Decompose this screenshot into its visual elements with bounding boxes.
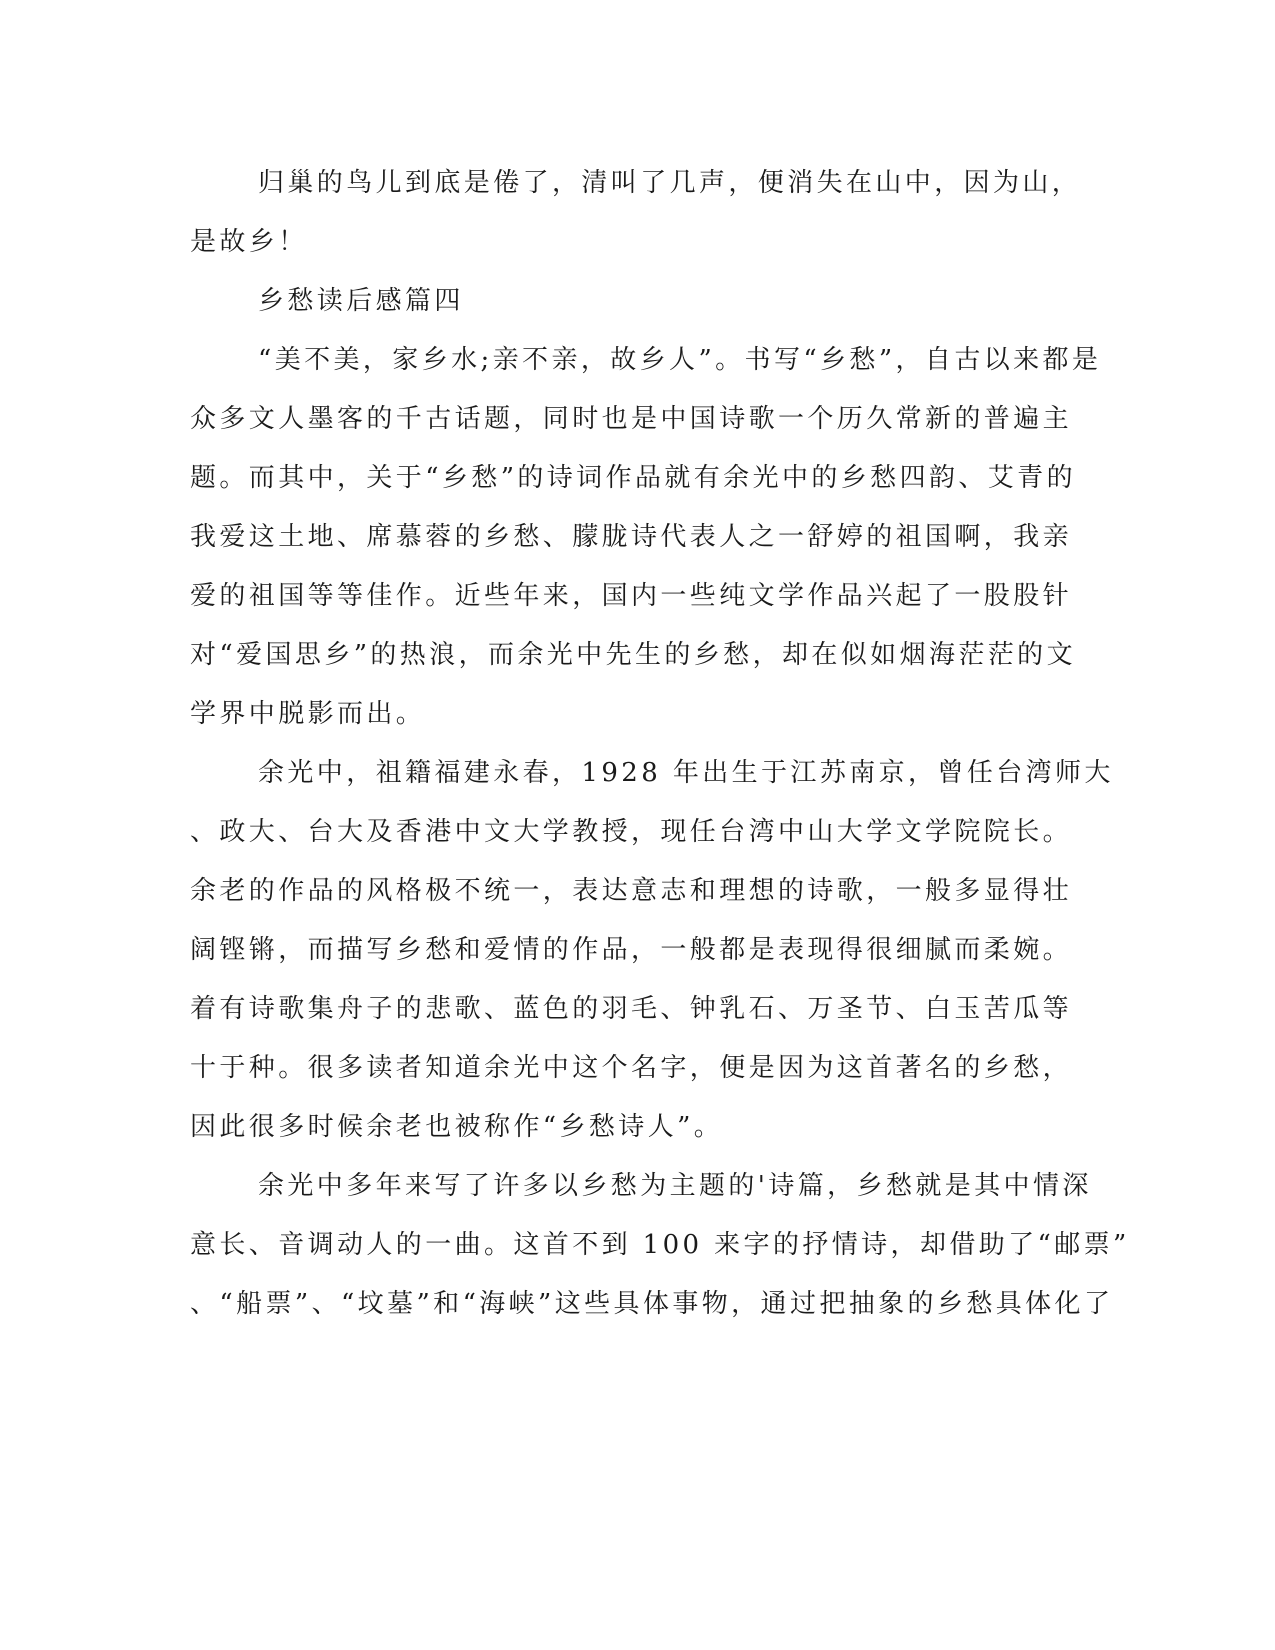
paragraph-3-line-2: 、政大、台大及香港中文大学教授，现任台湾中山大学文学院院长。	[190, 817, 1073, 847]
paragraph-3-line-7: 因此很多时候余老也被称作“乡愁诗人”。	[190, 1112, 724, 1142]
paragraph-3-line-6: 十于种。很多读者知道余光中这个名字，便是因为这首著名的乡愁，	[190, 1053, 1073, 1083]
section-heading: 乡愁读后感篇四	[258, 286, 464, 316]
paragraph-1-line-2: 是故乡！	[190, 227, 308, 257]
paragraph-2-line-7: 学界中脱影而出。	[190, 699, 426, 729]
paragraph-3-line-3: 余老的作品的风格极不统一，表达意志和理想的诗歌，一般多显得壮	[190, 876, 1073, 906]
paragraph-2-line-3: 题。而其中，关于“乡愁”的诗词作品就有余光中的乡愁四韵、艾青的	[190, 463, 1076, 493]
paragraph-2-line-4: 我爱这土地、席慕蓉的乡愁、朦胧诗代表人之一舒婷的祖国啊，我亲	[190, 522, 1073, 552]
paragraph-3-line-1: 余光中，祖籍福建永春，1928 年出生于江苏南京，曾任台湾师大	[258, 758, 1114, 788]
paragraph-3-line-5: 着有诗歌集舟子的悲歌、蓝色的羽毛、钟乳石、万圣节、白玉苦瓜等	[190, 994, 1073, 1024]
paragraph-2-line-5: 爱的祖国等等佳作。近些年来，国内一些纯文学作品兴起了一股股针	[190, 581, 1073, 611]
paragraph-2-line-6: 对“爱国思乡”的热浪，而余光中先生的乡愁，却在似如烟海茫茫的文	[190, 640, 1076, 670]
paragraph-1-line-1: 归巢的鸟儿到底是倦了，清叫了几声，便消失在山中，因为山，	[258, 168, 1082, 198]
paragraph-4-line-2: 意长、音调动人的一曲。这首不到 100 来字的抒情诗，却借助了“邮票”	[190, 1230, 1130, 1260]
paragraph-4-line-3: 、“船票”、“坟墓”和“海峡”这些具体事物，通过把抽象的乡愁具体化了	[190, 1289, 1114, 1319]
paragraph-2-line-1: “美不美，家乡水;亲不亲，故乡人”。书写“乡愁”，自古以来都是	[258, 345, 1102, 375]
paragraph-3-line-4: 阔铿锵，而描写乡愁和爱情的作品，一般都是表现得很细腻而柔婉。	[190, 935, 1073, 965]
paragraph-2-line-2: 众多文人墨客的千古话题，同时也是中国诗歌一个历久常新的普遍主	[190, 404, 1073, 434]
paragraph-4-line-1: 余光中多年来写了许多以乡愁为主题的'诗篇，乡愁就是其中情深	[258, 1171, 1092, 1201]
